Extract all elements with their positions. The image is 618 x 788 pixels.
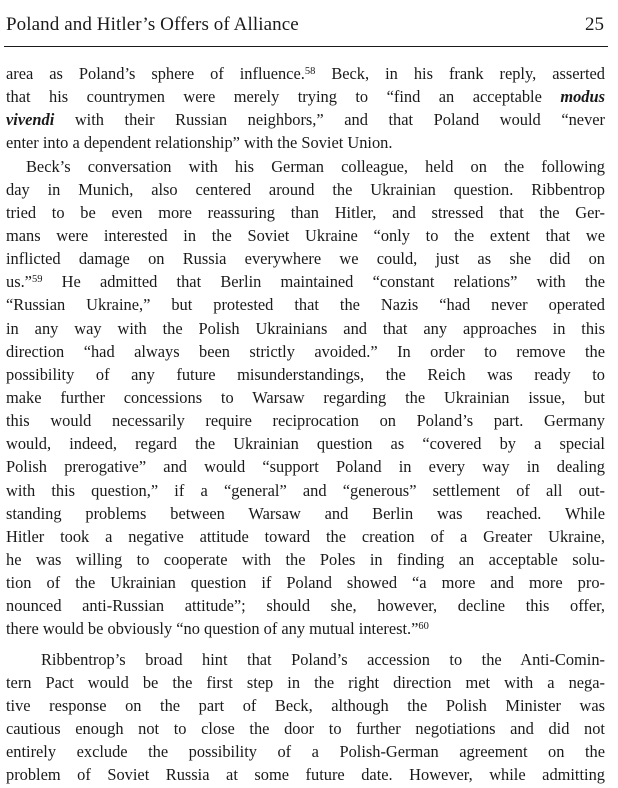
text-run: make further concessions to Warsaw regarding the Ukrainian issue, but xyxy=(6,387,605,407)
body-text xyxy=(6,62,605,786)
paragraph xyxy=(6,62,605,155)
text-run: He admitted that Berlin maintained “constant relations” with the xyxy=(42,272,605,292)
footnote-marker: 59 xyxy=(31,274,43,286)
text-line xyxy=(6,740,605,763)
text-line xyxy=(6,201,605,224)
text-run: in any way with the Polish Ukrainians and that any approaches in this xyxy=(6,318,605,338)
text-line xyxy=(6,409,605,432)
text-line xyxy=(6,340,605,363)
text-run: possibility of any future misunderstandings, the Reich was ready to xyxy=(6,364,605,384)
paragraph xyxy=(6,648,605,787)
text-run: tion of the Ukrainian question if Poland showed “a more and more pro- xyxy=(6,573,605,593)
text-run: “Russian Ukraine,” but protested that the Nazis “had never operated xyxy=(6,295,605,315)
text-line xyxy=(6,548,605,571)
text-run: that his countrymen were merely trying to “find an acceptable xyxy=(6,87,561,107)
text-line xyxy=(6,617,605,640)
text-run: Polish prerogative” and would “support Poland in every way in dealing xyxy=(6,457,605,477)
text-line xyxy=(6,571,605,594)
running-title: Poland and Hitler’s Offers of Alliance xyxy=(6,14,299,35)
text-run: Beck’s conversation with his German colleague, held on the following xyxy=(26,156,605,176)
header-rule xyxy=(4,46,608,47)
text-line xyxy=(6,270,605,293)
text-run: tried to be even more reassuring than Hitler, and stressed that the Ger- xyxy=(6,202,605,222)
text-line xyxy=(6,224,605,247)
text-line xyxy=(6,455,605,478)
text-line xyxy=(6,432,605,455)
text-run: tive response on the part of Beck, although the Polish Minister was xyxy=(6,695,605,715)
text-run: nounced anti-Russian attitude”; should she, however, decline this offer, xyxy=(6,596,605,616)
text-line xyxy=(6,694,605,717)
text-run: entirely exclude the possibility of a Polish-German agreement on the xyxy=(6,742,605,762)
text-line xyxy=(6,763,605,786)
text-run: cautious enough not to close the door to further negotiations and did not xyxy=(6,718,605,738)
text-run: Ribbentrop’s broad hint that Poland’s accession to the Anti-Comin- xyxy=(41,649,605,669)
italic-phrase: vivendi xyxy=(6,110,55,130)
text-run: problem of Soviet Russia at some future date. However, while admitting xyxy=(6,765,605,785)
text-run: would, indeed, regard the Ukrainian question as “covered by a special xyxy=(6,434,605,454)
text-line xyxy=(6,317,605,340)
text-line xyxy=(6,108,605,131)
footnote-marker: 60 xyxy=(418,621,429,633)
text-run: with their Russian neighbors,” and that Poland would “never xyxy=(54,110,605,130)
text-line xyxy=(6,363,605,386)
text-line xyxy=(6,717,605,740)
text-line xyxy=(6,178,605,201)
text-run: there would be obviously “no question of any mutual interest.” xyxy=(6,619,419,639)
text-line xyxy=(6,671,605,694)
text-line xyxy=(6,131,605,154)
text-run: inflicted damage on Russia everywhere we could, just as she did on xyxy=(6,249,605,269)
text-line xyxy=(6,525,605,548)
text-run: tern Pact would be the first step in the right direction met with a nega- xyxy=(6,672,605,692)
text-run: this would necessarily require reciprocation on Poland’s part. Germany xyxy=(6,411,605,431)
text-run: area as Poland’s sphere of influence. xyxy=(6,64,305,83)
text-line xyxy=(6,479,605,502)
text-line xyxy=(6,594,605,617)
text-run: standing problems between Warsaw and Berlin was reached. While xyxy=(6,503,605,523)
text-run: mans were interested in the Soviet Ukraine “only to the extent that we xyxy=(6,225,605,245)
italic-phrase: modus xyxy=(560,87,605,107)
text-run: Hitler took a negative attitude toward the creation of a Greater Ukraine, xyxy=(6,526,605,546)
paragraph-gap xyxy=(6,641,605,648)
text-line xyxy=(6,293,605,316)
paragraph xyxy=(6,155,605,641)
text-line xyxy=(6,386,605,409)
text-line xyxy=(6,85,605,108)
text-run: day in Munich, also centered around the Ukrainian question. Ribbentrop xyxy=(6,179,605,199)
text-line xyxy=(6,62,605,85)
text-line xyxy=(6,155,605,178)
page-number: 25 xyxy=(585,14,604,35)
text-run: direction “had always been strictly avoided.” In order to remove the xyxy=(6,341,605,361)
text-line xyxy=(6,648,605,671)
text-run: with this question,” if a “general” and “generous” settlement of all out- xyxy=(6,480,605,500)
text-line xyxy=(6,247,605,270)
running-head xyxy=(6,12,604,38)
text-run: Beck, in his frank reply, asserted xyxy=(315,64,605,83)
text-run: us.” xyxy=(6,272,32,292)
text-line xyxy=(6,502,605,525)
text-run: he was willing to cooperate with the Poles in finding an acceptable solu- xyxy=(6,549,605,569)
text-run: enter into a dependent relationship” with the Soviet Union. xyxy=(6,133,393,153)
footnote-marker: 58 xyxy=(304,66,316,77)
